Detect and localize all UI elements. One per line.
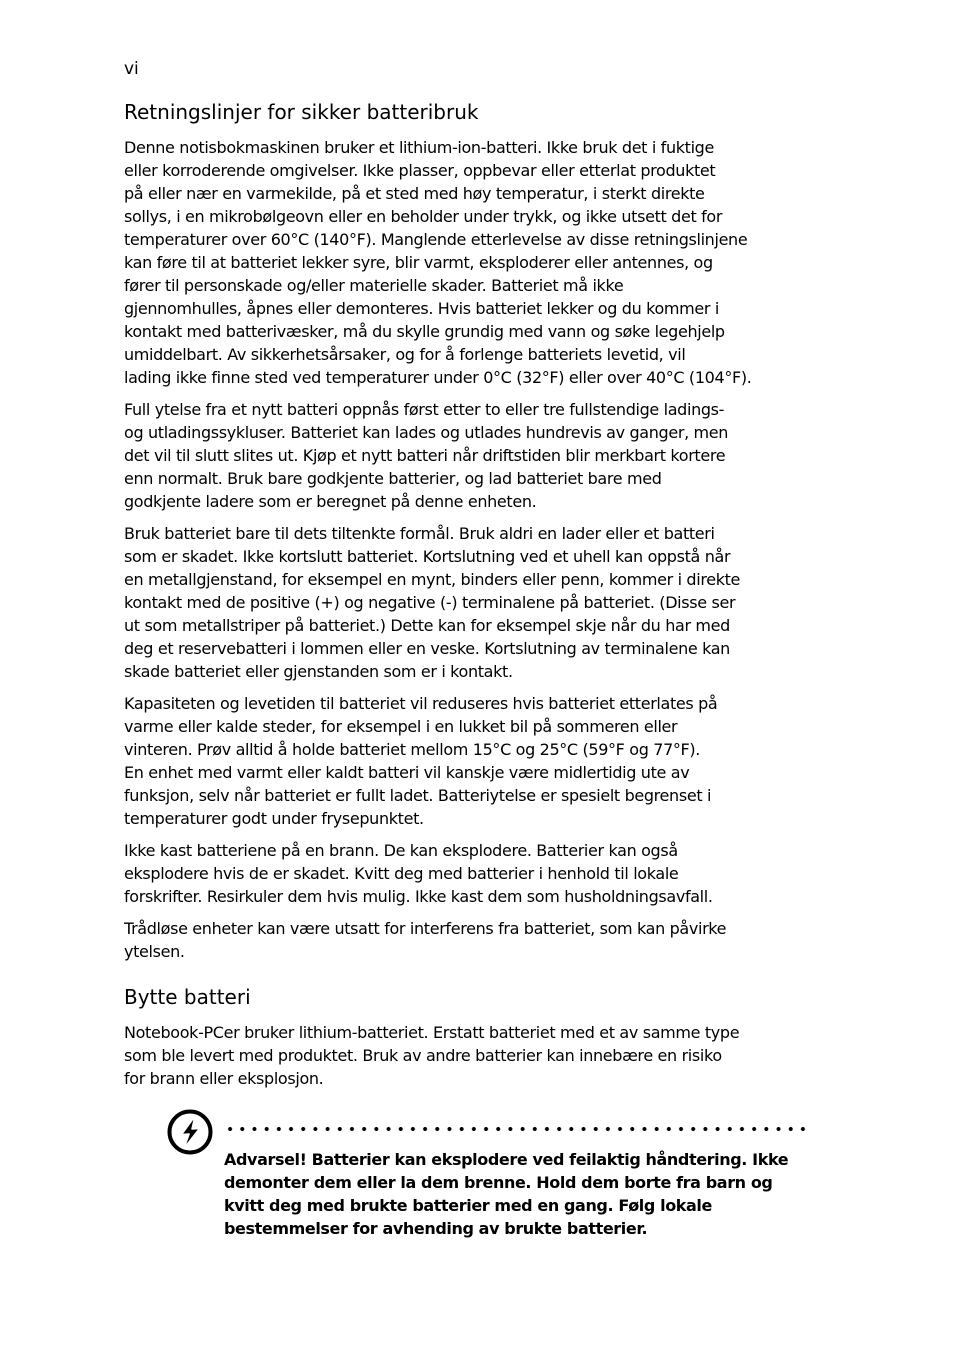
text-line: forskrifter. Resirkuler dem hvis mulig. Ikke kast dem som husholdningsavfall. xyxy=(124,887,713,906)
text-line: temperaturer godt under frysepunktet. xyxy=(124,809,424,828)
section-heading-replace-battery: Bytte batteri xyxy=(124,985,251,1009)
paragraph xyxy=(124,839,814,908)
text-line: eller korroderende omgivelser. Ikke plasser, oppbevar eller etterlat produktet xyxy=(124,161,716,180)
text-line: lading ikke finne sted ved temperaturer under 0°C (32°F) eller over 40°C (104°F). xyxy=(124,368,752,387)
replace-battery-body xyxy=(124,1021,814,1099)
text-line: kontakt med de positive (+) og negative (-) terminalene på batteriet. (Disse ser xyxy=(124,593,736,612)
text-line: gjennomhulles, åpnes eller demonteres. Hvis batteriet lekker og du kommer i xyxy=(124,299,719,318)
text-line: Full ytelse fra et nytt batteri oppnås først etter to eller tre fullstendige ladings- xyxy=(124,400,725,419)
warning-line: kvitt deg med brukte batterier med en gang. Følg lokale xyxy=(224,1196,712,1215)
paragraph xyxy=(124,917,814,963)
text-line: umiddelbart. Av sikkerhetsårsaker, og for å forlenge batteriets levetid, vil xyxy=(124,345,686,364)
text-line: Trådløse enheter kan være utsatt for interferens fra batteriet, som kan påvirke xyxy=(124,919,727,938)
text-line: godkjente ladere som er beregnet på denne enheten. xyxy=(124,492,537,511)
text-line: funksjon, selv når batteriet er fullt ladet. Batteriytelse er spesielt begrenset i xyxy=(124,786,712,805)
text-line: kontakt med batterivæsker, må du skylle grundig med vann og søke legehjelp xyxy=(124,322,725,341)
section-heading-battery-safety: Retningslinjer for sikker batteribruk xyxy=(124,100,479,124)
text-line: Notebook-PCer bruker lithium-batteriet. Erstatt batteriet med et av samme type xyxy=(124,1023,740,1042)
warning-text xyxy=(224,1148,814,1240)
text-line: skade batteriet eller gjenstanden som er i kontakt. xyxy=(124,662,513,681)
text-line: eksplodere hvis de er skadet. Kvitt deg med batterier i henhold til lokale xyxy=(124,864,679,883)
text-line: varme eller kalde steder, for eksempel i en lukket bil på sommeren eller xyxy=(124,717,678,736)
text-line: kan føre til at batteriet lekker syre, blir varmt, eksploderer eller antennes, og xyxy=(124,253,713,272)
warning-line: bestemmelser for avhending av brukte batterier. xyxy=(224,1219,648,1238)
text-line: vinteren. Prøv alltid å holde batteriet mellom 15°C og 25°C (59°F og 77°F). xyxy=(124,740,701,759)
paragraph xyxy=(124,692,814,830)
paragraph xyxy=(124,522,814,683)
text-line: som er skadet. Ikke kortslutt batteriet. Kortslutning ved et uhell kan oppstå når xyxy=(124,547,731,566)
text-line: det vil til slutt slites ut. Kjøp et nytt batteri når driftstiden blir merkbart kortere xyxy=(124,446,726,465)
text-line: ytelsen. xyxy=(124,942,185,961)
text-line: og utladingssykluser. Batteriet kan lades og utlades hundrevis av ganger, men xyxy=(124,423,729,442)
text-line: ut som metallstriper på batteriet.) Dette kan for eksempel skje når du har med xyxy=(124,616,730,635)
text-line: fører til personskade og/eller materielle skader. Batteriet må ikke xyxy=(124,276,624,295)
text-line: deg et reservebatteri i lommen eller en veske. Kortslutning av terminalene kan xyxy=(124,639,730,658)
text-line: sollys, i en mikrobølgeovn eller en beholder under trykk, og ikke utsett det for xyxy=(124,207,723,226)
text-line: for brann eller eksplosjon. xyxy=(124,1069,324,1088)
text-line: Kapasiteten og levetiden til batteriet vil reduseres hvis batteriet etterlates på xyxy=(124,694,718,713)
paragraph xyxy=(124,1021,814,1090)
warning-lightning-icon xyxy=(166,1108,214,1156)
text-line: enn normalt. Bruk bare godkjente batterier, og lad batteriet bare med xyxy=(124,469,662,488)
paragraph xyxy=(124,136,814,389)
page-number: vi xyxy=(124,59,139,79)
warning-line: demonter dem eller la dem brenne. Hold dem borte fra barn og xyxy=(224,1173,773,1192)
text-line: som ble levert med produktet. Bruk av andre batterier kan innebære en risiko xyxy=(124,1046,722,1065)
paragraph xyxy=(124,398,814,513)
text-line: Denne notisbokmaskinen bruker et lithium-ion-batteri. Ikke bruk det i fuktige xyxy=(124,138,714,157)
text-line: temperaturer over 60°C (140°F). Manglende etterlevelse av disse retningslinjene xyxy=(124,230,748,249)
warning-line: Advarsel! Batterier kan eksplodere ved feilaktig håndtering. Ikke xyxy=(224,1150,789,1169)
warning-dotted-rule xyxy=(224,1126,810,1132)
battery-safety-body xyxy=(124,136,814,972)
text-line: Bruk batteriet bare til dets tiltenkte formål. Bruk aldri en lader eller et batteri xyxy=(124,524,715,543)
text-line: Ikke kast batteriene på en brann. De kan eksplodere. Batterier kan også xyxy=(124,841,678,860)
text-line: på eller nær en varmekilde, på et sted med høy temperatur, i sterkt direkte xyxy=(124,184,705,203)
text-line: En enhet med varmt eller kaldt batteri vil kanskje være midlertidig ute av xyxy=(124,763,690,782)
text-line: en metallgjenstand, for eksempel en mynt, binders eller penn, kommer i direkte xyxy=(124,570,741,589)
